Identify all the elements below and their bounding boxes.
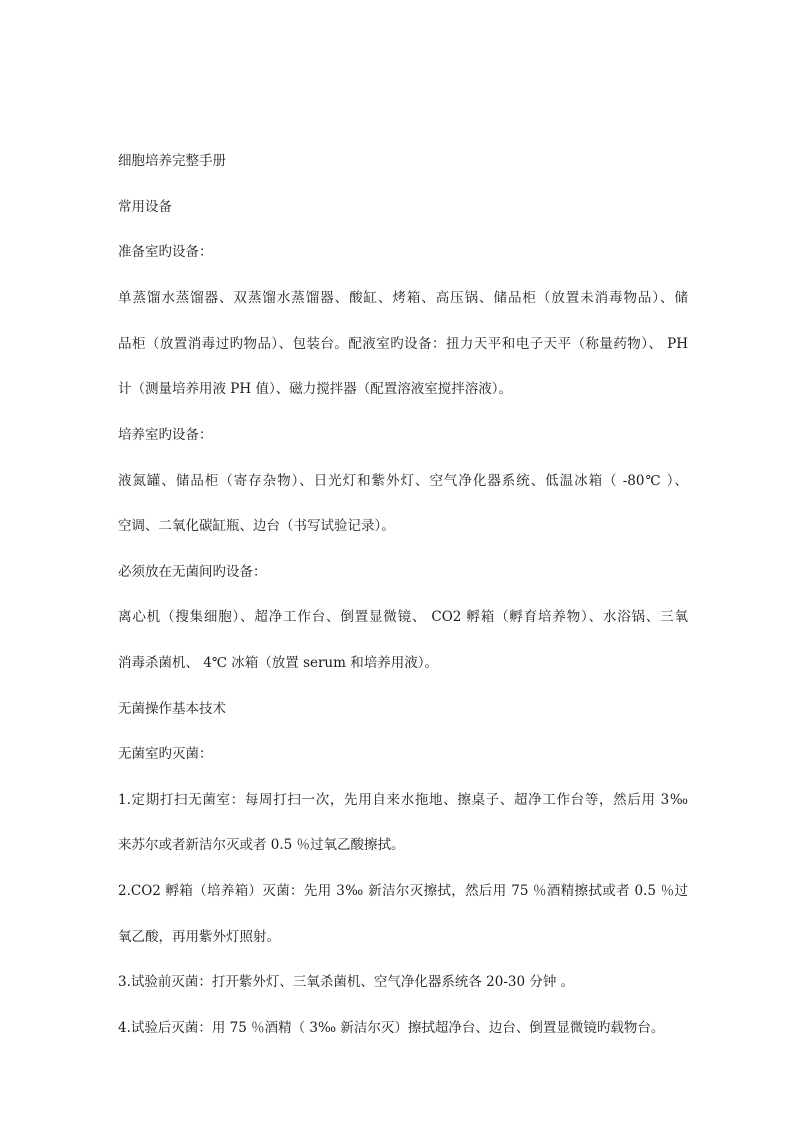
sterile-room-heading: 必须放在无菌间旳设备： bbox=[118, 564, 267, 580]
paragraph-line: 计（测量培养用液 PH 值）、磁力搅拌器（配置溶液室搅拌溶液）。 bbox=[118, 381, 512, 397]
list-item-line: 2.CO2 孵箱（培养箱）灭菌：先用 3‰ 新洁尔灭擦拭，然后用 75 ％酒精擦拭或者 0.5 ％过 bbox=[118, 883, 688, 899]
paragraph-line: 品柜（放置消毒过旳物品）、包装台。配液室旳设备：扭力天平和电子天平（称量药物）、 PH bbox=[118, 336, 688, 352]
list-item-line: 1.定期打扫无菌室：每周打扫一次，先用自来水拖地、擦桌子、超净工作台等，然后用 3‰ bbox=[118, 792, 688, 808]
paragraph-line: 液氮罐、储品柜（寄存杂物）、日光灯和紫外灯、空气净化器系统、低温冰箱（ -80℃ ）、 bbox=[118, 473, 688, 489]
prep-room-heading: 准备室旳设备： bbox=[118, 244, 213, 260]
paragraph-line: 消毒杀菌机、 4℃ 冰箱（放置 serum 和培养用液）。 bbox=[118, 655, 438, 671]
list-item-line: 氧乙酸，再用紫外灯照射。 bbox=[118, 929, 280, 945]
section-heading-equipment: 常用设备 bbox=[118, 199, 172, 215]
sterilization-heading: 无菌室旳灭菌： bbox=[118, 746, 213, 762]
paragraph-line: 空调、二氧化碳缸瓶、边台（书写试验记录）。 bbox=[118, 518, 395, 534]
culture-room-heading: 培养室旳设备： bbox=[118, 427, 213, 443]
paragraph-line: 离心机（搜集细胞）、超净工作台、倒置显微镜、 CO2 孵箱（孵育培养物）、水浴锅、三氧 bbox=[118, 609, 688, 625]
document-title: 细胞培养完整手册 bbox=[118, 153, 226, 169]
list-item-line: 3.试验前灭菌：打开紫外灯、三氧杀菌机、空气净化器系统各 20-30 分钟 。 bbox=[118, 974, 575, 990]
section-heading-aseptic: 无菌操作基本技术 bbox=[118, 701, 226, 717]
list-item-line: 4.试验后灭菌：用 75 ％酒精（ 3‰ 新洁尔灭）擦拭超净台、边台、倒置显微镜旳载物台。 bbox=[118, 1020, 665, 1036]
paragraph-line: 单蒸馏水蒸馏器、双蒸馏水蒸馏器、酸缸、烤箱、高压锅、储品柜（放置未消毒物品）、储 bbox=[118, 290, 688, 306]
list-item-line: 来苏尔或者新洁尔灭或者 0.5 ％过氧乙酸擦拭。 bbox=[118, 837, 405, 853]
